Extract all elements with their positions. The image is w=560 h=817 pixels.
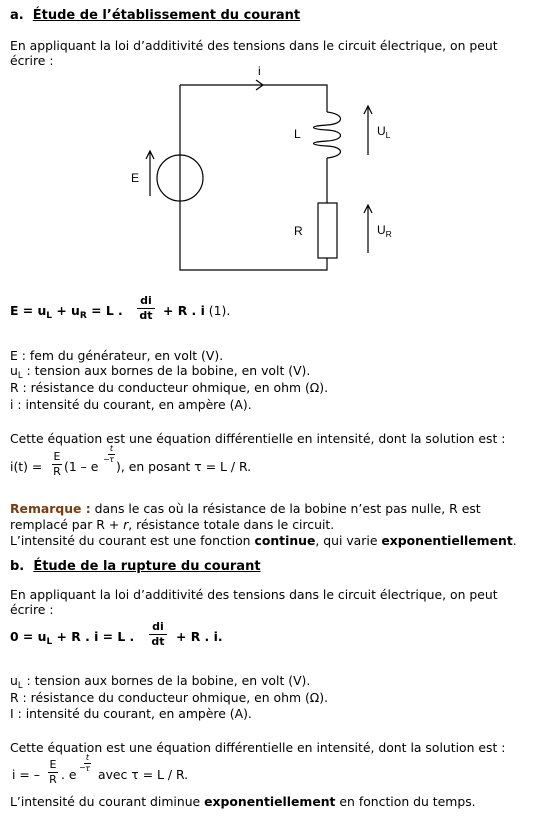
solution-a-exp-minus: − — [103, 455, 110, 464]
solution-a-exponent: t τ — [109, 444, 114, 464]
uR-label: $U_R$ — [377, 223, 392, 239]
section-b-letter: b. — [10, 559, 25, 574]
section-b-heading: Étude de la rupture du courant — [33, 559, 261, 574]
solution-b-lhs: i = – — [12, 767, 40, 782]
solution-a-fraction: E R — [53, 450, 61, 478]
solution-b-fraction: E R — [49, 758, 57, 786]
section-b-title — [10, 559, 261, 574]
equation-2-lhs: $0 = u_L + R$ . i = L . — [10, 629, 135, 647]
equation-1-fraction: di dt — [137, 295, 155, 322]
final-statement: L’intensité du courant diminue exponentiellement en fonction du temps. — [10, 794, 476, 809]
legend-E: E : fem du générateur, en volt (V). — [10, 348, 224, 363]
solution-b-avec: avec τ = L / R. — [98, 767, 189, 782]
circuit-top-wire — [180, 85, 327, 112]
current-label: i — [258, 64, 261, 78]
equation-1-lhs: $E = u_L + u_R = L$ . — [10, 303, 123, 321]
solution-a-lhs: i(t) = — [10, 459, 43, 474]
intro-a-line2: écrire : — [10, 53, 54, 68]
solution-b-exp-minus: − — [79, 763, 86, 772]
legend-R: R : résistance du conducteur ohmique, en ohm (Ω). — [10, 380, 329, 395]
section-a-letter: a. — [10, 8, 24, 23]
uL-label: $U_L$ — [377, 124, 391, 140]
legend-b-R: R : résistance du conducteur ohmique, en ohm (Ω). — [10, 690, 329, 705]
solution-b-text: Cette équation est une équation différentielle en intensité, dont la solution est : — [10, 740, 506, 755]
section-a-heading: Étude de l’établissement du courant — [32, 8, 301, 23]
equation-1-rest: + R . i (1). — [163, 303, 231, 318]
remark-line3: L’intensité du courant est une fonction continue, qui varie exponentiellement. — [10, 533, 517, 548]
intro-b-line2: écrire : — [10, 602, 54, 617]
legend-b-I: I : intensité du courant, en ampère (A). — [10, 706, 252, 721]
intro-a-line1: En appliquant la loi d’additivité des tensions dans le circuit électrique, on peut — [10, 38, 498, 53]
solution-a-close: ), en posant τ = L / R. — [116, 459, 252, 474]
resistor-label: R — [294, 224, 303, 238]
equation-2-fraction: di dt — [149, 621, 167, 648]
resistor-symbol — [318, 203, 337, 258]
source-label: E — [131, 171, 140, 185]
intro-b-line1: En appliquant la loi d’additivité des tensions dans le circuit électrique, on peut — [10, 587, 498, 602]
legend-uL: $u_L$ : tension aux bornes de la bobine, en volt (V). — [10, 363, 311, 381]
legend-i: i : intensité du courant, en ampère (A). — [10, 397, 252, 412]
remark-line2: remplacé par R + r, résistance totale dans le circuit. — [10, 517, 335, 532]
remark-line1: Remarque : dans le cas où la résistance de la bobine n’est pas nulle, R est — [10, 501, 481, 516]
solution-b-exponent: t τ — [85, 753, 90, 773]
solution-a-text: Cette équation est une équation différentielle en intensité, dont la solution est : — [10, 431, 506, 446]
solution-a-paren: (1 – e — [64, 459, 99, 474]
equation-2-rest: + R . i. — [176, 629, 223, 644]
coil-label: L — [294, 127, 301, 141]
legend-b-uL: $u_L$ : tension aux bornes de la bobine, en volt (V). — [10, 673, 311, 691]
solution-b-exp-base: . e — [61, 767, 77, 782]
coil-symbol — [314, 112, 341, 158]
remark-label: Remarque : — [10, 501, 91, 516]
circuit-diagram — [0, 0, 560, 300]
